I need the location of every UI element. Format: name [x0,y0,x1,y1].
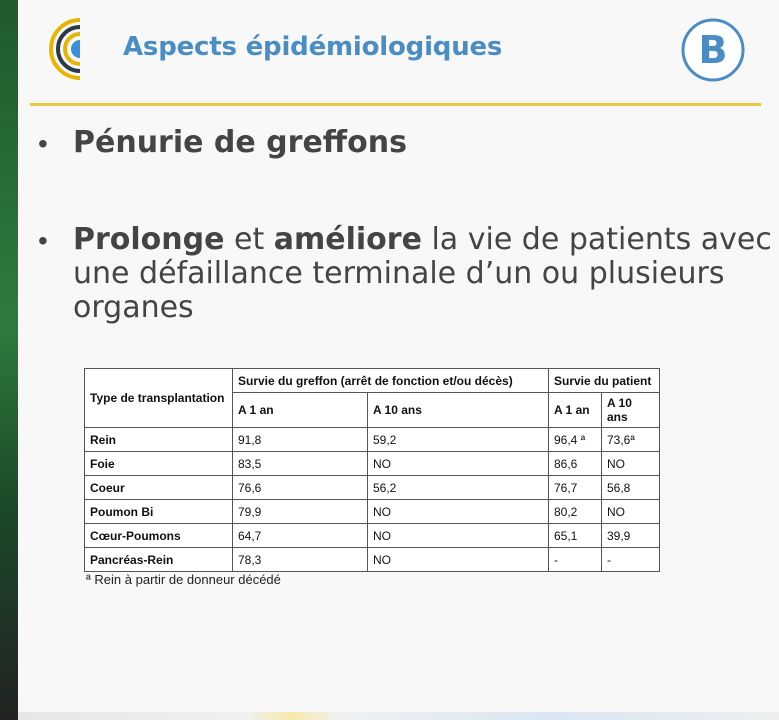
emphasis-ameliore: améliore [273,222,422,257]
slide [18,0,779,720]
bullet-penurie: Pénurie de greffons [73,125,407,160]
header-graft-1yr: A 1 an [233,393,368,428]
cell-patient-1yr: 86,6 [549,452,602,476]
cell-graft-10yr: NO [368,452,549,476]
table-row [85,548,660,572]
cell-graft-1yr: 78,3 [233,548,368,572]
bullet-line-3: organes [73,290,194,325]
cell-graft-10yr: NO [368,524,549,548]
cell-graft-1yr: 79,9 [233,500,368,524]
badge-b-icon [680,17,746,83]
cell-type: Rein [85,428,233,452]
bullet-dot: • [38,128,48,159]
cell-patient-10yr: 56,8 [602,476,660,500]
bottom-strip [18,712,779,720]
header-patient-survival: Survie du patient [549,369,660,393]
badge-letter: B [698,28,728,72]
cell-patient-1yr: 65,1 [549,524,602,548]
cell-graft-10yr: 56,2 [368,476,549,500]
text-vie: la vie de patients avec [421,222,772,257]
bullet-dot: • [38,225,48,256]
header-type: Type de transplantation [85,369,233,428]
slide-title: Aspects épidémiologiques [123,32,503,62]
background-edge [0,0,20,720]
cell-graft-1yr: 83,5 [233,452,368,476]
cell-graft-1yr: 64,7 [233,524,368,548]
table-row [85,476,660,500]
logo-icon [40,14,102,84]
table-row [85,452,660,476]
cell-graft-10yr: NO [368,548,549,572]
cell-type: Foie [85,452,233,476]
emphasis-prolonge: Prolonge [73,222,225,257]
table-footnote: ª Rein à partir de donneur décédé [86,572,281,587]
table-header-row [85,369,660,393]
cell-patient-1yr: - [549,548,602,572]
header-graft-survival: Survie du greffon (arrêt de fonction et/ou décès) [233,369,549,393]
header-patient-1yr: A 1 an [549,393,602,428]
bullet-prolonge [73,223,772,325]
cell-patient-1yr: 80,2 [549,500,602,524]
cell-patient-10yr: - [602,548,660,572]
cell-patient-10yr: NO [602,500,660,524]
header-patient-10yr: A 10 ans [602,393,660,428]
cell-type: Poumon Bi [85,500,233,524]
cell-graft-10yr: 59,2 [368,428,549,452]
bullet-line-2: une défaillance terminale d’un ou plusieurs [73,256,725,291]
cell-graft-1yr: 76,6 [233,476,368,500]
cell-patient-10yr: 73,6ª [602,428,660,452]
cell-patient-1yr: 96,4 ª [549,428,602,452]
text-et: et [224,222,274,257]
table-row [85,500,660,524]
title-rule [30,103,761,106]
cell-patient-10yr: NO [602,452,660,476]
cell-graft-10yr: NO [368,500,549,524]
table-row [85,524,660,548]
header-graft-10yr: A 10 ans [368,393,549,428]
cell-type: Coeur [85,476,233,500]
cell-type: Cœur-Poumons [85,524,233,548]
cell-graft-1yr: 91,8 [233,428,368,452]
cell-type: Pancréas-Rein [85,548,233,572]
survival-table [84,368,660,572]
cell-patient-10yr: 39,9 [602,524,660,548]
cell-patient-1yr: 76,7 [549,476,602,500]
bullet-line-1 [73,223,772,257]
table-row [85,428,660,452]
